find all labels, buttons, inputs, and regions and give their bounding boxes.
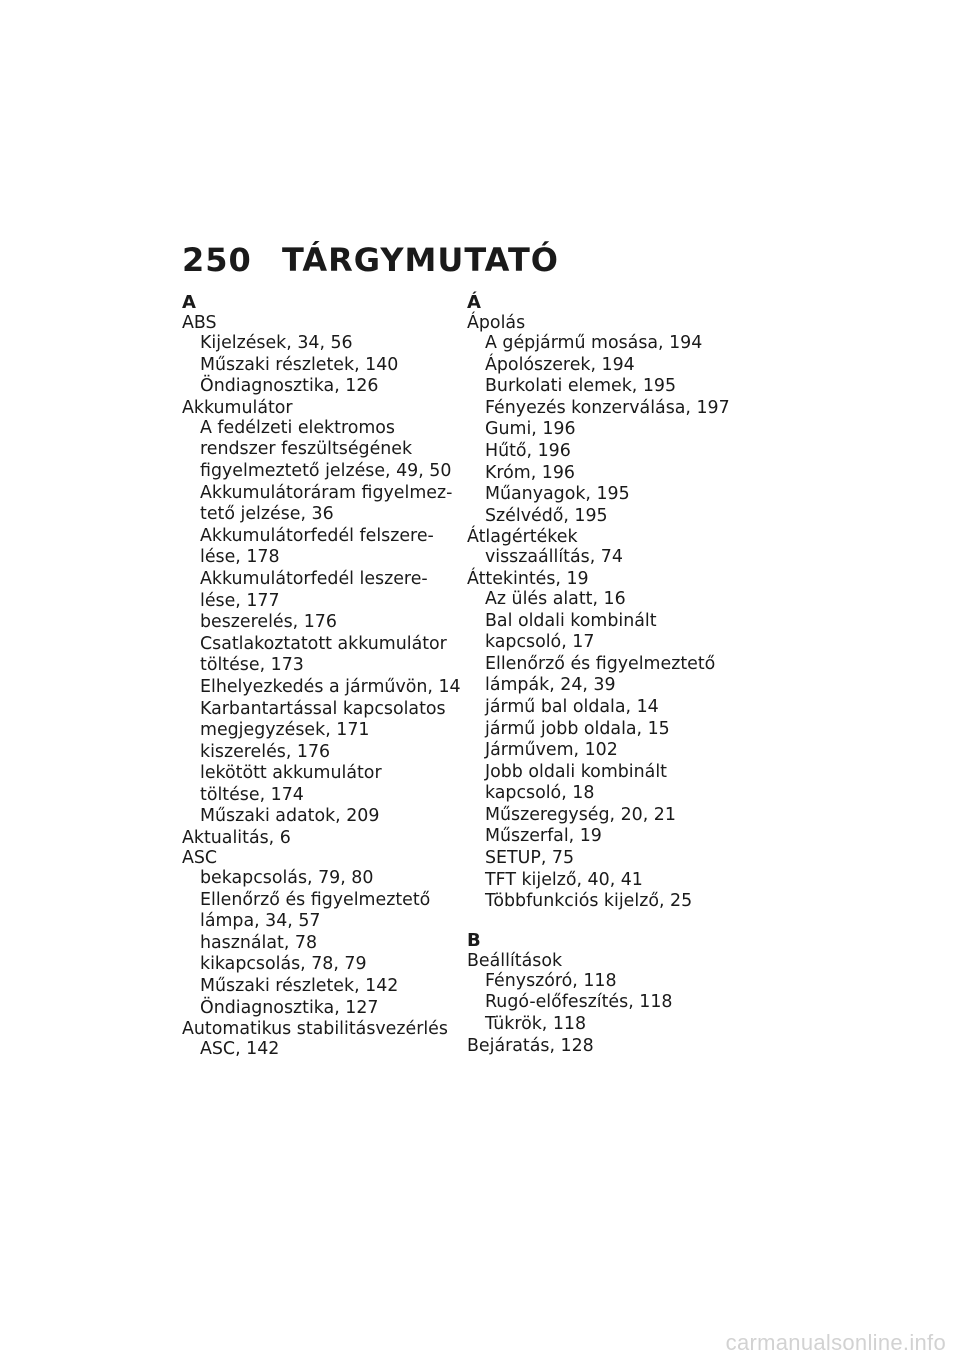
index-subentry: Elhelyezkedés a járművön, 14 xyxy=(200,676,461,697)
watermark: carmanualsonline.info xyxy=(725,1330,946,1355)
index-subentry: Többfunkciós kijelző, 25 xyxy=(485,891,693,912)
index-entry: Beállítások xyxy=(467,950,563,971)
index-subentry: Műszaki adatok, 209 xyxy=(200,806,380,827)
index-letter-heading: A xyxy=(182,292,196,313)
index-subentry: Gumi, 196 xyxy=(485,419,576,440)
index-subentry: töltése, 173 xyxy=(200,655,304,676)
index-entry: Automatikus stabilitásvezérlés xyxy=(182,1019,448,1040)
index-subentry: lése, 177 xyxy=(200,590,280,611)
index-subentry: rendszer feszültségének xyxy=(200,439,413,460)
index-subentry: Akkumulátorfedél leszere- xyxy=(200,568,428,589)
index-subentry: Bal oldali kombinált xyxy=(485,610,657,631)
index-entry: ASC xyxy=(182,848,218,869)
index-subentry: Szélvédő, 195 xyxy=(485,505,608,526)
index-subentry: Króm, 196 xyxy=(485,462,576,483)
index-subentry: Műszeregység, 20, 21 xyxy=(485,804,676,825)
index-subentry: A gépjármű mosása, 194 xyxy=(485,333,703,353)
index-subentry: Műszaki részletek, 140 xyxy=(200,354,399,375)
index-subentry: lekötött akkumulátor xyxy=(200,763,382,784)
index-subentry: lámpák, 24, 39 xyxy=(485,675,616,696)
index-subentry: Ápolószerek, 194 xyxy=(485,354,635,375)
page-number: 250 xyxy=(182,241,252,279)
index-subentry: tető jelzése, 36 xyxy=(200,504,334,525)
index-subentry: Kijelzések, 34, 56 xyxy=(200,333,353,353)
index-subentry: Öndiagnosztika, 127 xyxy=(200,997,379,1018)
index-subentry: megjegyzések, 171 xyxy=(200,720,370,741)
index-subentry: Akkumulátorfedél felszere- xyxy=(200,525,434,546)
index-subentry: A fedélzeti elektromos xyxy=(200,417,395,438)
index-subentry: kapcsoló, 18 xyxy=(485,783,595,804)
index-subentry: Járművem, 102 xyxy=(485,740,618,761)
index-subentry: Burkolati elemek, 195 xyxy=(485,376,677,397)
index-subentry: ASC, 142 xyxy=(200,1039,280,1060)
index-subentry: lése, 178 xyxy=(200,547,280,568)
index-subentry: használat, 78 xyxy=(200,932,318,953)
index-subentry: Csatlakoztatott akkumulátor xyxy=(200,633,447,654)
index-subentry: Akkumulátoráram figyelmez- xyxy=(200,482,453,503)
index-subentry: kiszerelés, 176 xyxy=(200,741,331,762)
index-subentry: Ellenőrző és figyelmeztető xyxy=(200,889,431,910)
index-subentry: Fényszóró, 118 xyxy=(485,970,617,991)
index-entry: Bejáratás, 128 xyxy=(467,1035,594,1056)
index-subentry: töltése, 174 xyxy=(200,784,304,805)
index-subentry: Műszaki részletek, 142 xyxy=(200,976,399,997)
index-entry: Aktualitás, 6 xyxy=(182,828,291,849)
index-entry: Ápolás xyxy=(467,313,526,333)
index-entry: ABS xyxy=(182,313,217,333)
index-subentry: jármű jobb oldala, 15 xyxy=(485,718,670,739)
index-subentry: Az ülés alatt, 16 xyxy=(485,588,626,609)
index-entry: Áttekintés, 19 xyxy=(467,568,589,589)
index-subentry: Hűtő, 196 xyxy=(485,440,571,461)
index-column-right xyxy=(467,293,747,1056)
index-entry: Akkumulátor xyxy=(182,397,293,418)
page-title: TÁRGYMUTATÓ xyxy=(282,241,559,279)
index-subentry: lámpa, 34, 57 xyxy=(200,911,321,932)
page-header xyxy=(182,238,559,282)
index-subentry: jármű bal oldala, 14 xyxy=(485,696,659,717)
index-subentry: visszaállítás, 74 xyxy=(485,547,623,568)
index-entry: Átlagértékek xyxy=(467,527,578,548)
index-subentry: kikapcsolás, 78, 79 xyxy=(200,954,367,975)
index-subentry: Ellenőrző és figyelmeztető xyxy=(485,653,716,674)
index-subentry: TFT kijelző, 40, 41 xyxy=(485,869,643,890)
index-subentry: Öndiagnosztika, 126 xyxy=(200,376,379,397)
index-subentry: SETUP, 75 xyxy=(485,848,575,869)
index-subentry: Műanyagok, 195 xyxy=(485,484,630,505)
index-column-left xyxy=(182,292,461,1061)
index-letter-heading: B xyxy=(467,929,481,951)
index-subentry: Jobb oldali kombinált xyxy=(485,761,667,782)
index-subentry: Tükrök, 118 xyxy=(485,1014,587,1035)
index-letter-heading: Á xyxy=(467,292,481,313)
index-subentry: Fényezés konzerválása, 197 xyxy=(485,397,730,418)
index-subentry: Rugó-előfeszítés, 118 xyxy=(485,992,673,1013)
index-subentry: Műszerfal, 19 xyxy=(485,826,602,847)
index-subentry: figyelmeztető jelzése, 49, 50 xyxy=(200,460,452,481)
index-subentry: Karbantartással kapcsolatos xyxy=(200,698,446,719)
index-subentry: beszerelés, 176 xyxy=(200,612,337,633)
index-subentry: bekapcsolás, 79, 80 xyxy=(200,868,374,889)
index-subentry: kapcsoló, 17 xyxy=(485,632,595,653)
